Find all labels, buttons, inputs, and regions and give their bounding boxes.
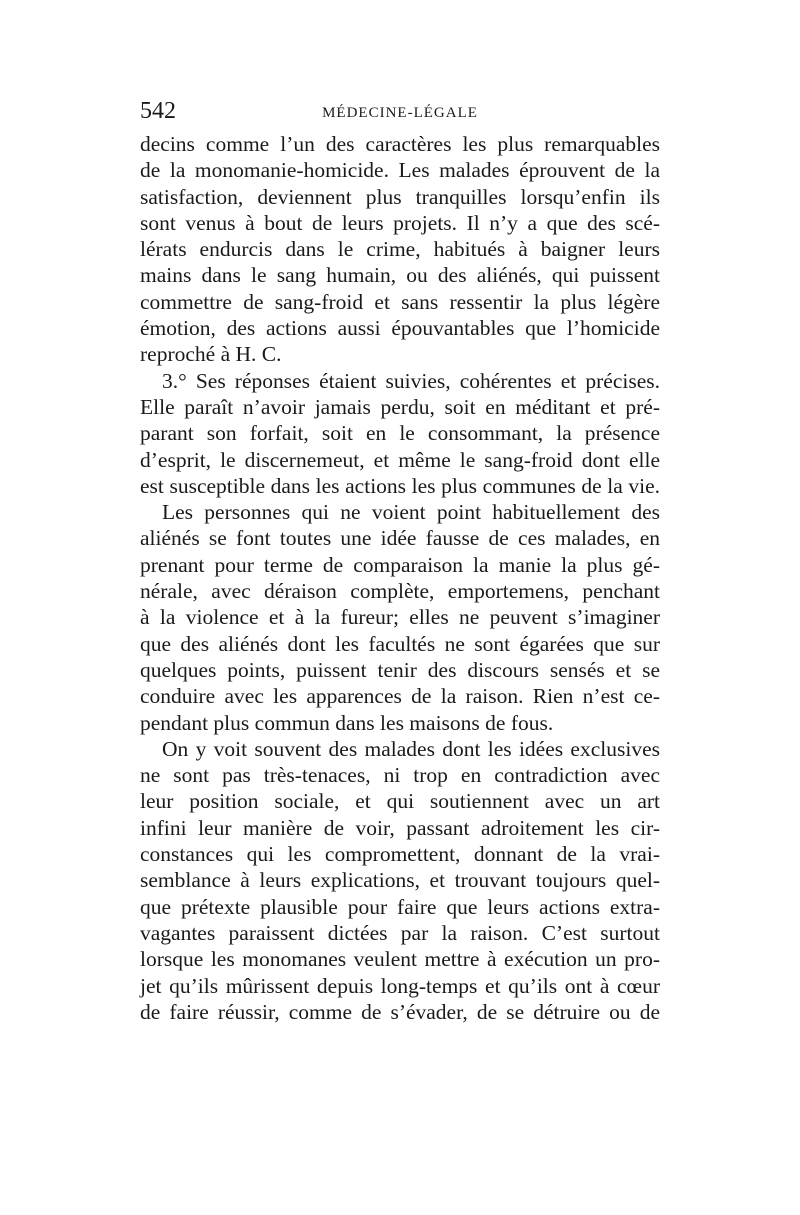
text-line: parant son forfait, soit en le consommant, la présence xyxy=(140,421,660,446)
text-line: reproché à H. C. xyxy=(140,342,282,367)
body-text xyxy=(140,131,660,1025)
text-line: d’esprit, le discernemeut, et même le sang-froid dont elle xyxy=(140,447,660,472)
text-line: commettre de sang-froid et sans ressentir la plus légère xyxy=(140,289,660,314)
text-line: de faire réussir, comme de s’évader, de se détruire ou de xyxy=(140,999,660,1024)
text-line: semblance à leurs explications, et trouvant toujours quel- xyxy=(140,868,660,893)
text-line: vagantes paraissent dictées par la raison. C’est surtout xyxy=(140,920,660,945)
page-header xyxy=(140,96,660,126)
text-line: Elle paraît n’avoir jamais perdu, soit en méditant et pré- xyxy=(140,394,660,419)
text-line: mains dans le sang humain, ou des aliénés, qui puissent xyxy=(140,263,660,288)
text-line: aliénés se font toutes une idée fausse de ces malades, en xyxy=(140,526,660,551)
text-line: nérale, avec déraison complète, emportemens, penchant xyxy=(140,579,660,604)
text-line: constances qui les compromettent, donnant de la vrai- xyxy=(140,842,660,867)
text-line: 3.° Ses réponses étaient suivies, cohérentes et précises. xyxy=(162,368,660,393)
text-line: jet qu’ils mûrissent depuis long-temps et qu’ils ont à cœur xyxy=(140,973,660,998)
text-line: prenant pour terme de comparaison la manie la plus gé- xyxy=(140,552,660,577)
text-line: émotion, des actions aussi épouvantables que l’homicide xyxy=(140,316,660,341)
text-line: infini leur manière de voir, passant adroitement les cir- xyxy=(140,815,660,840)
page-number: 542 xyxy=(140,98,176,124)
text-line: à la violence et à la fureur; elles ne peuvent s’imaginer xyxy=(140,605,660,630)
text-line: leur position sociale, et qui soutiennent avec un art xyxy=(140,789,660,814)
text-line: conduire avec les apparences de la raison. Rien n’est ce- xyxy=(140,684,660,709)
text-line: lérats endurcis dans le crime, habitués à baigner leurs xyxy=(140,237,660,262)
text-line: est susceptible dans les actions les plus communes de la vie. xyxy=(140,473,660,498)
text-line: que des aliénés dont les facultés ne sont égarées que sur xyxy=(140,631,660,656)
text-line: ne sont pas très-tenaces, ni trop en contradiction avec xyxy=(140,763,660,788)
text-line: Les personnes qui ne voient point habituellement des xyxy=(162,500,660,525)
text-line: lorsque les monomanes veulent mettre à exécution un pro- xyxy=(140,947,660,972)
text-line: decins comme l’un des caractères les plus remarquables xyxy=(140,132,660,156)
text-line: On y voit souvent des malades dont les idées exclusives xyxy=(162,736,660,761)
text-line: sont venus à bout de leurs projets. Il n’y a que des scé- xyxy=(140,210,660,235)
text-line: quelques points, puissent tenir des discours sensés et se xyxy=(140,657,660,682)
text-line: que prétexte plausible pour faire que leurs actions extra- xyxy=(140,894,660,919)
running-head: MÉDECINE-LÉGALE xyxy=(322,105,478,121)
text-line: de la monomanie-homicide. Les malades éprouvent de la xyxy=(140,158,660,183)
text-line: pendant plus commun dans les maisons de fous. xyxy=(140,710,554,735)
text-line: satisfaction, deviennent plus tranquilles lorsqu’enfin ils xyxy=(140,184,660,209)
